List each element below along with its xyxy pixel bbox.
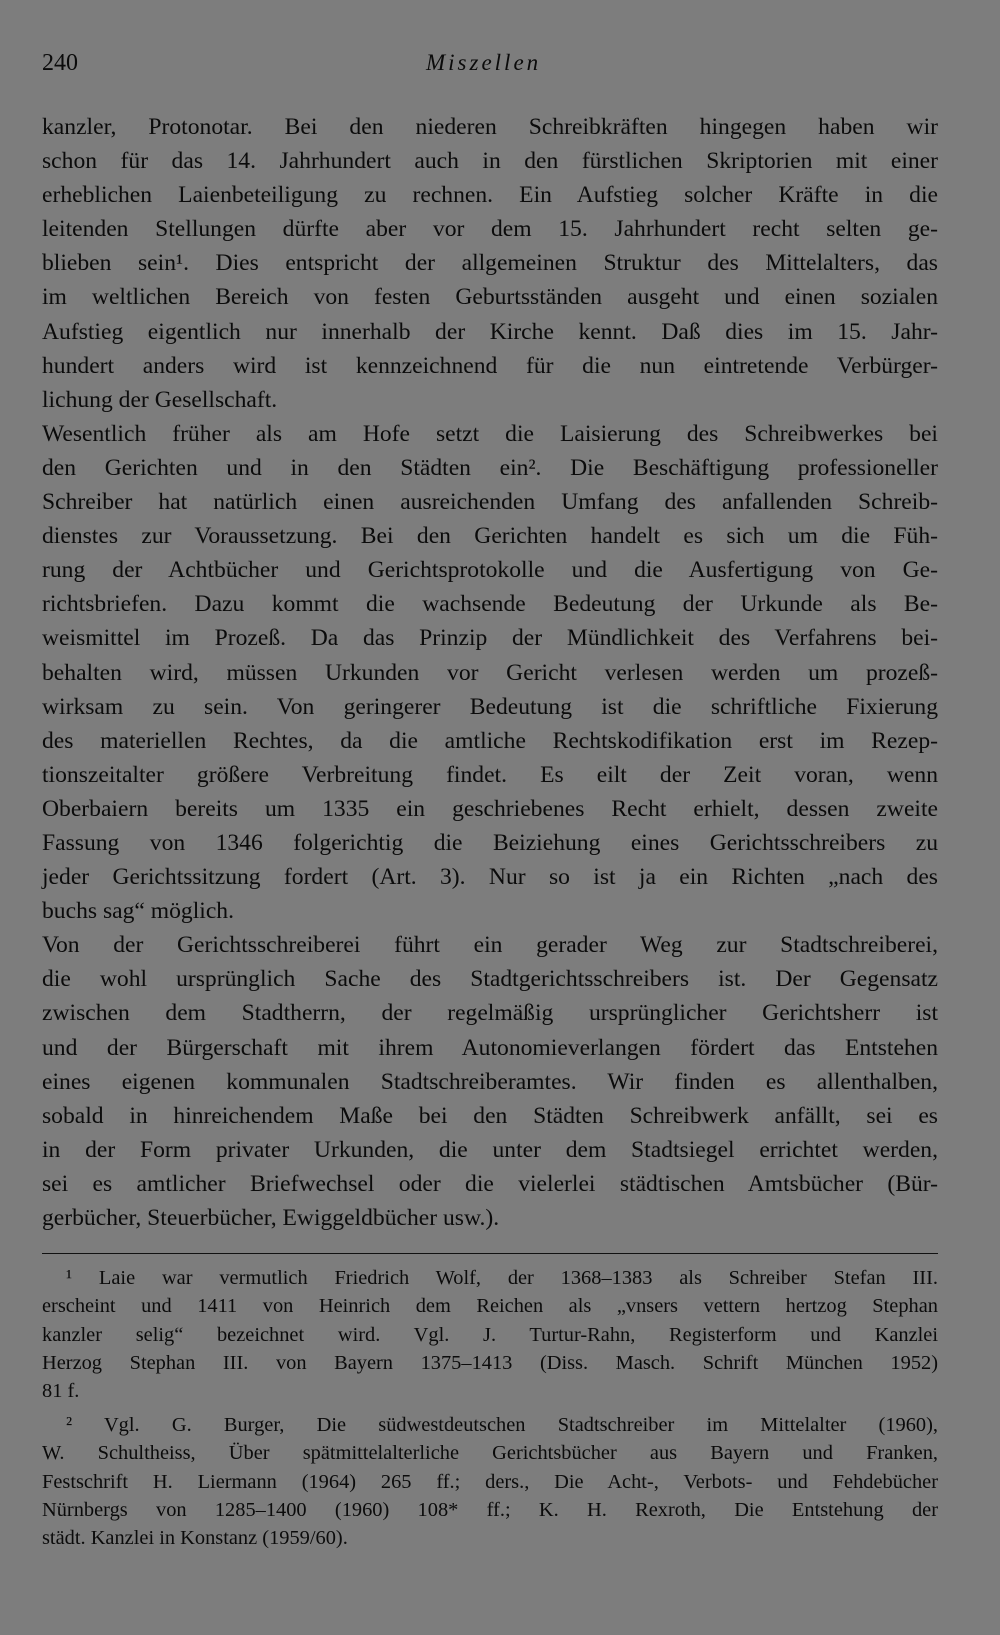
book-page — [42, 50, 938, 1552]
text-line: die wohl ursprünglich Sache des Stadtgerichtsschreibers ist. Der Gegensatz — [42, 966, 938, 993]
page-number: 240 — [42, 50, 78, 76]
text-line: tionszeitalter größere Verbreitung findet. Es eilt der Zeit voran, wenn — [42, 761, 938, 788]
text-line: im weltlichen Bereich von festen Geburtsständen ausgeht und einen sozialen — [42, 284, 938, 311]
text-line: Oberbaiern bereits um 1335 ein geschriebenes Recht erhielt, dessen zweite — [42, 795, 938, 822]
text-line: Schreiber hat natürlich einen ausreichenden Umfang des anfallenden Schreib- — [42, 489, 938, 516]
footnote-line: kanzler selig“ bezeichnet wird. Vgl. J. Turtur-Rahn, Registerform und Kanzlei — [42, 1323, 938, 1346]
text-line: hundert anders wird ist kennzeichnend für die nun eintretende Verbürger- — [42, 352, 938, 379]
paragraph-2 — [42, 417, 938, 928]
footnote-line: Herzog Stephan III. von Bayern 1375–1413 (Diss. Masch. Schrift München 1952) — [42, 1351, 938, 1374]
text-line: Von der Gerichtsschreiberei führt ein gerader Weg zur Stadtschreiberei, — [42, 932, 938, 959]
text-line: blieben sein¹. Dies entspricht der allgemeinen Struktur des Mittelalters, das — [42, 250, 938, 277]
text-line: Aufstieg eigentlich nur innerhalb der Kirche kennt. Daß dies im 15. Jahr- — [42, 318, 938, 345]
footnotes — [42, 1264, 938, 1552]
text-line: rung der Achtbücher und Gerichtsprotokolle und die Ausfertigung von Ge- — [42, 557, 938, 584]
footnote-line: ¹ Laie war vermutlich Friedrich Wolf, der 1368–1383 als Schreiber Stefan III. — [66, 1267, 938, 1290]
footnote-line: W. Schultheiss, Über spätmittelalterliche Gerichtsbücher aus Bayern und Franken, — [42, 1442, 938, 1465]
footnote-rule — [42, 1253, 938, 1254]
footnote-line: Nürnbergs von 1285–1400 (1960) 108* ff.; K. H. Rexroth, Die Entstehung der — [42, 1498, 938, 1521]
text-line: zwischen dem Stadtherrn, der regelmäßig ursprünglicher Gerichtsherr ist — [42, 1000, 938, 1027]
text-line: Wesentlich früher als am Hofe setzt die Laisierung des Schreibwerkes bei — [42, 420, 938, 447]
text-line: wirksam zu sein. Von geringerer Bedeutung ist die schriftliche Fixierung — [42, 693, 938, 720]
footnote-line: städt. Kanzlei in Konstanz (1959/60). — [42, 1526, 348, 1549]
text-line: in der Form privater Urkunden, die unter dem Stadtsiegel errichtet werden, — [42, 1136, 938, 1163]
text-line: sei es amtlicher Briefwechsel oder die vielerlei städtischen Amtsbücher (Bür- — [42, 1170, 938, 1197]
text-line: den Gerichten und in den Städten ein². Die Beschäftigung professioneller — [42, 454, 938, 481]
text-line: des materiellen Rechtes, da die amtliche Rechtskodifikation erst im Rezep- — [42, 727, 938, 754]
text-line: gerbücher, Steuerbücher, Ewiggeldbücher usw.). — [42, 1205, 500, 1231]
page-header — [42, 50, 938, 86]
text-line: behalten wird, müssen Urkunden vor Gericht verlesen werden um prozeß- — [42, 659, 938, 686]
text-line: dienstes zur Voraussetzung. Bei den Gerichten handelt es sich um die Füh- — [42, 523, 938, 550]
footnote-1 — [42, 1264, 938, 1405]
text-line: schon für das 14. Jahrhundert auch in den fürstlichen Skriptorien mit einer — [42, 148, 938, 175]
text-line: lichung der Gesellschaft. — [42, 386, 278, 413]
text-line: Fassung von 1346 folgerichtig die Beiziehung eines Gerichtsschreibers zu — [42, 829, 938, 856]
text-line: weismittel im Prozeß. Da das Prinzip der Mündlichkeit des Verfahrens bei- — [42, 625, 938, 652]
main-text — [42, 110, 938, 1235]
text-line: kanzler, Protonotar. Bei den niederen Schreibkräften hingegen haben wir — [42, 114, 938, 140]
footnote-2 — [42, 1411, 938, 1552]
running-title: Miszellen — [426, 50, 542, 75]
text-line: leitenden Stellungen dürfte aber vor dem 15. Jahrhundert recht selten ge- — [42, 216, 938, 243]
paragraph-1 — [42, 110, 938, 417]
text-line: buchs sag“ möglich. — [42, 898, 234, 925]
footnote-line: erscheint und 1411 von Heinrich dem Reichen als „vnsers vettern hertzog Stephan — [42, 1295, 938, 1318]
footnote-line: Festschrift H. Liermann (1964) 265 ff.; ders., Die Acht-, Verbots- und Fehdebücher — [42, 1470, 938, 1493]
footnote-line: ² Vgl. G. Burger, Die südwestdeutschen Stadtschreiber im Mittelalter (1960), — [66, 1414, 938, 1437]
text-line: richtsbriefen. Dazu kommt die wachsende Bedeutung der Urkunde als Be- — [42, 591, 938, 618]
text-line: eines eigenen kommunalen Stadtschreiberamtes. Wir finden es allenthalben, — [42, 1068, 938, 1095]
text-line: und der Bürgerschaft mit ihrem Autonomieverlangen fördert das Entstehen — [42, 1034, 938, 1061]
text-line: erheblichen Laienbeteiligung zu rechnen. Ein Aufstieg solcher Kräfte in die — [42, 182, 938, 209]
text-line: sobald in hinreichendem Maße bei den Städten Schreibwerk anfällt, sei es — [42, 1102, 938, 1129]
paragraph-3 — [42, 928, 938, 1235]
text-line: jeder Gerichtssitzung fordert (Art. 3). Nur so ist ja ein Richten „nach des — [42, 864, 938, 891]
footnote-line: 81 f. — [42, 1379, 80, 1402]
